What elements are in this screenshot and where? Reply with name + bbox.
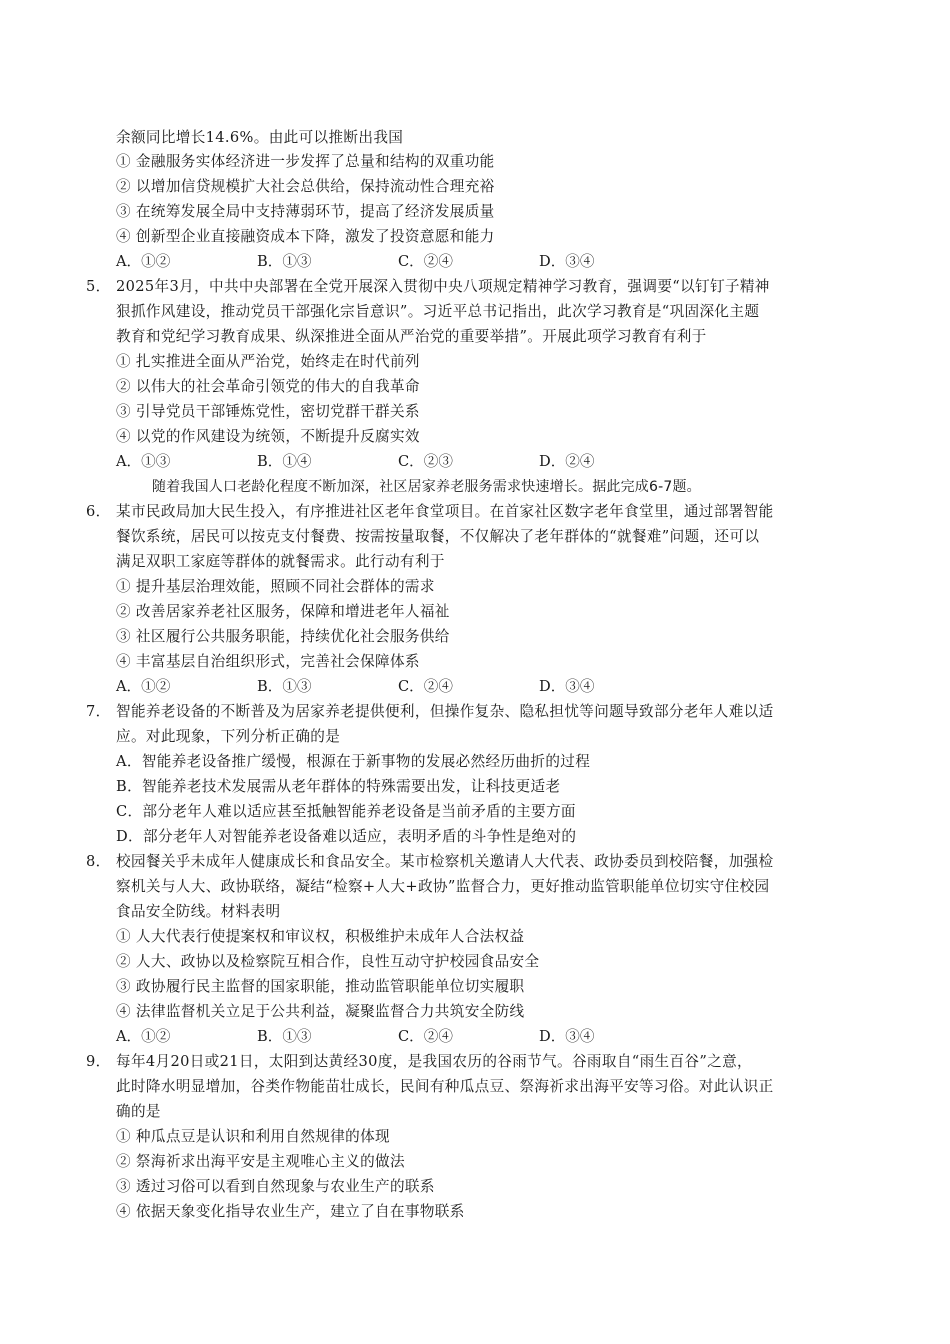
question-number: 8．: [86, 853, 111, 870]
q7-text: 智能养老设备的不断普及为居家养老提供便利，但操作复杂、隐私担忧等问题导致部分老年人难以适: [116, 703, 774, 720]
choice-c: C．②④: [398, 678, 453, 695]
q6-option-4: ④ 丰富基层自治组织形式，完善社会保障体系: [116, 653, 420, 670]
q8-option-1: ① 人大代表行使提案权和审议权，积极维护未成年人合法权益: [116, 928, 525, 945]
choice-c: C．②③: [398, 453, 453, 470]
q7-option-a: A．智能养老设备推广缓慢，根源在于新事物的发展必然经历曲折的过程: [116, 753, 591, 770]
choice-b: B．①③: [257, 678, 312, 695]
q8-option-3: ③ 政协履行民主监督的国家职能，推动监管职能单位切实履职: [116, 978, 525, 995]
q5-option-1: ① 扎实推进全面从严治党，始终走在时代前列: [116, 353, 420, 370]
q5-option-2: ② 以伟大的社会革命引领党的伟大的自我革命: [116, 378, 420, 395]
q6-7-intro: 随着我国人口老龄化程度不断加深，社区居家养老服务需求快速增长。据此完成6-7题。: [152, 479, 701, 495]
q9-stem-line-2: 此时降水明显增加，谷类作物能苗壮成长，民间有种瓜点豆、祭海祈求出海平安等习俗。对此认识正: [116, 1078, 774, 1095]
q7-stem-line-2: 应。对此现象，下列分析正确的是: [116, 728, 341, 745]
q8-text: 校园餐关乎未成年人健康成长和食品安全。某市检察机关邀请人大代表、政协委员到校陪餐，加强检: [116, 853, 774, 870]
q9-option-3: ③ 透过习俗可以看到自然现象与农业生产的联系: [116, 1178, 435, 1195]
q5-option-4: ④ 以党的作风建设为统领，不断提升反腐实效: [116, 428, 420, 445]
q6-option-1: ① 提升基层治理效能，照顾不同社会群体的需求: [116, 578, 435, 595]
q6-option-2: ② 改善居家养老社区服务，保障和增进老年人福祉: [116, 603, 450, 620]
q5-option-3: ③ 引导党员干部锤炼党性，密切党群干群关系: [116, 403, 420, 420]
q5-stem-line-3: 教育和党纪学习教育成果、纵深推进全面从严治党的重要举措”。开展此项学习教育有利于: [116, 328, 707, 345]
q4-option-4: ④ 创新型企业直接融资成本下降，激发了投资意愿和能力: [116, 228, 495, 245]
q8-stem-line-3: 食品安全防线。材料表明: [116, 903, 281, 920]
choice-a: A．①②: [116, 253, 171, 270]
q9-option-1: ① 种瓜点豆是认识和利用自然规律的体现: [116, 1128, 390, 1145]
choice-b: B．①③: [257, 253, 312, 270]
choice-c: C．②④: [398, 1028, 453, 1045]
q4-stem-tail: 余额同比增长14.6%。由此可以推断出我国: [116, 129, 404, 146]
q9-option-4: ④ 依据天象变化指导农业生产，建立了自在事物联系: [116, 1203, 465, 1220]
choice-b: B．①③: [257, 1028, 312, 1045]
choice-a: A．①③: [116, 453, 171, 470]
q6-stem-line-3: 满足双职工家庭等群体的就餐需求。此行动有利于: [116, 553, 445, 570]
q5-stem-line-2: 狠抓作风建设，推动党员干部强化宗旨意识”。习近平总书记指出，此次学习教育是“巩固深化主题: [116, 303, 760, 320]
q5-text: 2025年3月，中共中央部署在全党开展深入贯彻中央八项规定精神学习教育，强调要“以钉钉子精神: [116, 278, 770, 295]
question-number: 9．: [86, 1053, 111, 1070]
question-number: 7．: [86, 703, 111, 720]
q6-option-3: ③ 社区履行公共服务职能，持续优化社会服务供给: [116, 628, 450, 645]
q4-option-2: ② 以增加信贷规模扩大社会总供给，保持流动性合理充裕: [116, 178, 495, 195]
choice-d: D．②④: [539, 453, 595, 470]
q9-option-2: ② 祭海祈求出海平安是主观唯心主义的做法: [116, 1153, 405, 1170]
q6-stem-line-1: [86, 502, 774, 522]
choice-c: C．②④: [398, 253, 453, 270]
choice-b: B．①④: [257, 453, 312, 470]
q8-option-2: ② 人大、政协以及检察院互相合作，良性互动守护校园食品安全: [116, 953, 540, 970]
q8-stem-line-2: 察机关与人大、政协联络，凝结“检察+人大+政协”监督合力，更好推动监管职能单位切实守住校园: [116, 878, 770, 895]
choice-d: D．③④: [539, 678, 595, 695]
q7-stem-line-1: [86, 702, 774, 722]
q9-stem-line-1: [86, 1052, 752, 1072]
q4-option-1: ① 金融服务实体经济进一步发挥了总量和结构的双重功能: [116, 153, 495, 170]
q7-option-d: D．部分老年人对智能养老设备难以适应，表明矛盾的斗争性是绝对的: [116, 828, 577, 845]
q9-stem-line-3: 确的是: [116, 1103, 161, 1120]
q7-option-c: C．部分老年人难以适应甚至抵触智能养老设备是当前矛盾的主要方面: [116, 803, 576, 820]
choice-a: A．①②: [116, 1028, 171, 1045]
choice-d: D．③④: [539, 1028, 595, 1045]
q7-option-b: B．智能养老技术发展需从老年群体的特殊需要出发，让科技更适老: [116, 778, 561, 795]
question-number: 5．: [86, 278, 111, 295]
choice-d: D．③④: [539, 253, 595, 270]
choice-a: A．①②: [116, 678, 171, 695]
q4-option-3: ③ 在统筹发展全局中支持薄弱环节，提高了经济发展质量: [116, 203, 495, 220]
q8-option-4: ④ 法律监督机关立足于公共利益，凝聚监督合力共筑安全防线: [116, 1003, 525, 1020]
q6-text: 某市民政局加大民生投入，有序推进社区老年食堂项目。在首家社区数字老年食堂里，通过部署智能: [116, 503, 774, 520]
q6-stem-line-2: 餐饮系统，居民可以按克支付餐费、按需按量取餐，不仅解决了老年群体的“就餐难”问题，还可以: [116, 528, 760, 545]
q5-stem-line-1: [86, 277, 770, 297]
question-number: 6．: [86, 503, 111, 520]
q8-stem-line-1: [86, 852, 774, 872]
q9-text: 每年4月20日或21日，太阳到达黄经30度，是我国农历的谷雨节气。谷雨取自“雨生百谷”之意，: [116, 1053, 752, 1070]
